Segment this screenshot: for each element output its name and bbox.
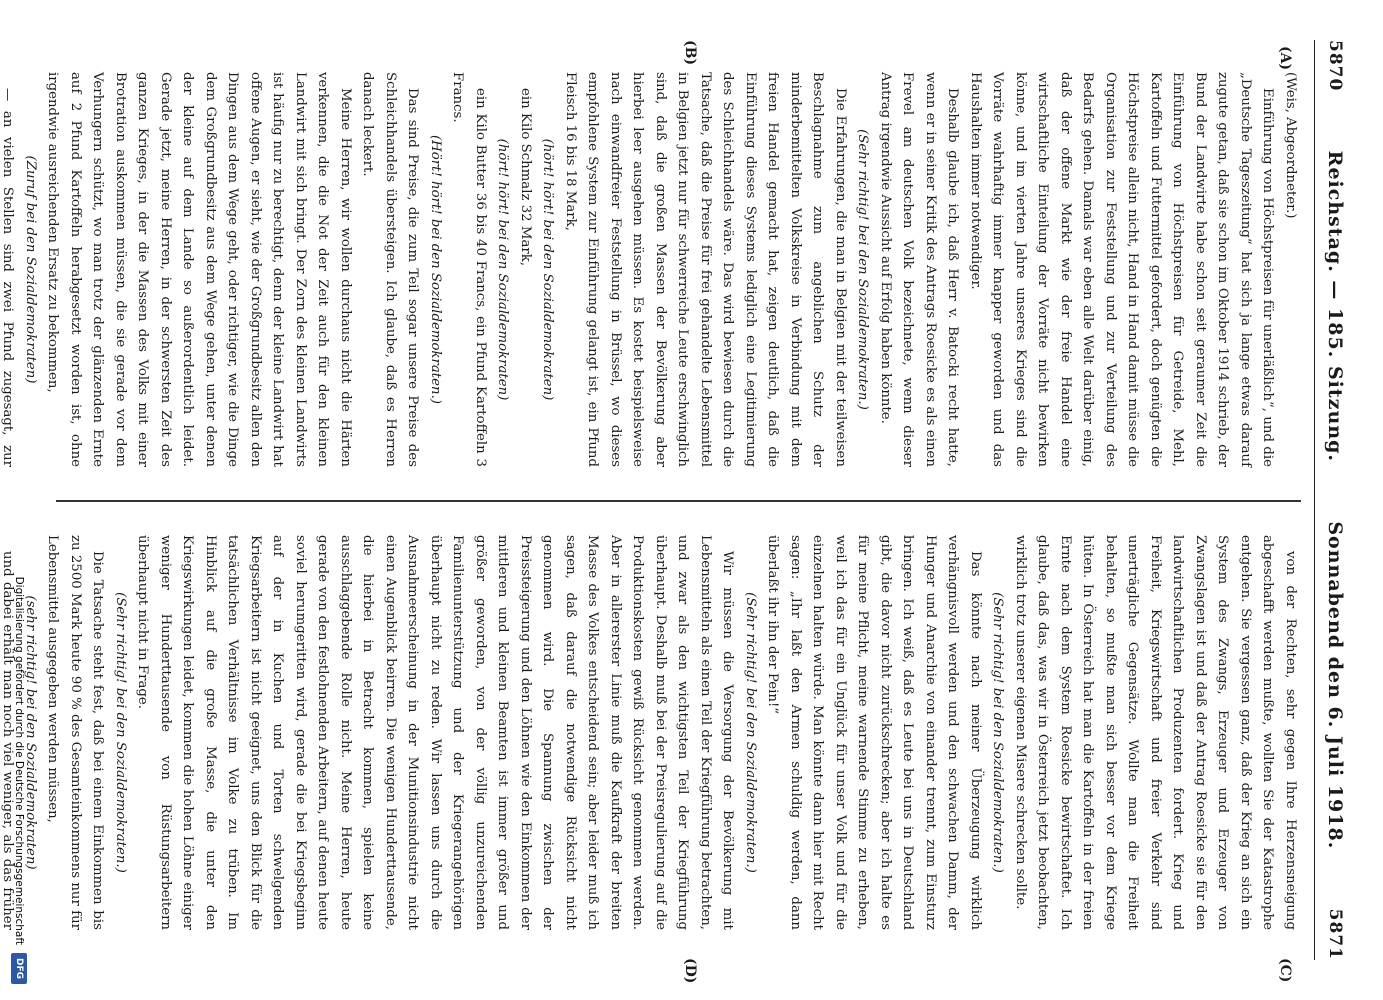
paragraph: Die Erfahrungen, die man in Belgien mit der teilweisen Beschlagnahme zum angeblichen Schutz der minderbemittelten Volkskreise in Verbindung mit dem freien Handel gemacht hat, zeigen deutlich, daß die Einführung dieses Systems lediglich eine Legitimierung des Schleichhandels wäre. Das wird bewiesen durch die Tatsache, daß die Preise für frei gehandelte Lebensmittel in Belgien jetzt nur für schwerreiche Leute erschwinglich sind, daß die großen Massen der Bevölkerung aber hierbei leer ausgehen müssen. Es kostet beispielsweise nach einwandfreier Feststellung in Brüssel, wo dieses empfohlene System zur Einführung gelangt ist, ein Pfund Fleisch 16 bis 18 Mark, — [563, 72, 848, 467]
interjection: (Sehr richtig! bei den Sozialdemokraten.) — [743, 592, 758, 873]
margin-marker-b: (B) — [682, 40, 698, 66]
left-column — [0, 72, 1301, 467]
interjection: (Zuruf bei den Sozialdemokraten) — [23, 155, 38, 384]
paragraph: Meine Herren, wir wollen durchaus nicht die Härten verkennen, die die Not der Zeit auch für den kleinen Landwirt mit sich bringt. Der Zorn des kleinen Landwirts ist häufig nur zu berechtigt, denn der kleine Landwirt hat offene Augen, er sieht, wie der Großgrundbesitz allen den Dingen aus dem Wege geht, oder richtiger, wie die Dinge dem Großgrundbesitz aus dem Wege gehen, unter denen der kleine auf dem Lande so außerordentlich leidet. Gerade jetzt, meine Herren, in der schwersten Zeit des ganzen Krieges, in der die Massen des Volks mit einer Brotration auskommen müssen, die sie gerade vor dem Verhungern schützt, wo man trotz der glänzenden Ernte auf 2 Pfund Kartoffeln herabgesetzt worden ist, ohne irgendwie ausreichenden Ersatz zu bekommen, — [45, 72, 353, 467]
paragraph: Wir müssen die Versorgung der Bevölkerung mit Lebensmitteln als einen Teil der Kriegführung betrachten, und zwar als den wichtigsten Teil der Kriegführung überhaupt. Deshalb muß bei der Preisregulierung auf die Produktionskosten gewiß Rücksicht genommen werden. Aber in allererster Linie muß die Kaufkraft der breiten Masse des Volkes entscheidend sein; aber leider muß ich sagen, daß darauf die notwendige Rücksicht nicht genommen wird. Die Spannung zwischen der Preissteigerung und den Löhnen wie den Einkommen der mittleren und kleinen Beamten ist immer größer und größer geworden, von der völlig unzureichenden Familienunterstützung und der Kriegerangehörigen überhaupt nicht zu reden. Wir lassen uns durch die Ausnahmeerscheinung in der Munitionsindustrie nicht einen Augenblick beirren. Die wenigen Hunderttausende, die hierbei in Betracht kommen, spielen keine ausschlaggebende Rolle nicht. Meine Herren, heute gerade von den festlohnenden Arbeitern, auf denen heute soviel herumgeritten wird, gerade die bei Kriegsbeginn auf der in Kuchen und Torten schwelgenden Kriegsarbeitern ist nicht geeignet, uns den Blick für die tatsächlichen Verhältnisse im Volke zu trüben. Im Hinblick auf die große Masse, die unter den Kriegswirkungen leidet, kommen die hohen Löhne einiger weniger Hunderttausende von Rüstungsarbeitern überhaupt nicht in Frage. — [135, 535, 736, 930]
credit-text: Digitalisierung gefördert durch die Deutsche Forschungsgemeinschaft — [13, 576, 25, 945]
interjection: (Hört! hört! bei den Sozialdemokraten.) — [428, 134, 443, 404]
margin-marker-c: (C) — [1277, 958, 1293, 983]
paragraph: Das sind Preise, die zum Teil sogar unsere Preise des Schleichhandels übersteigen. Ich glaube, daß es Herren danach leckert. — [360, 72, 421, 467]
interjection: (Sehr richtig! bei den Sozialdemokraten.) — [855, 129, 871, 410]
paragraph: von der Rechten, sehr gegen Ihre Herzensneigung abgeschafft werden mußte, wollten Sie der Katastrophe entgehen. Sie vergessen ganz, daß der Krieg an sich ein System des Zwangs, Erzeuger und Erzeuger von Zwangslagen ist und daß der Antrag Roesicke sie für den landwirtschaftlichen Produzenten fordert. Krieg und Freiheit, Kriegswirtschaft und freier Verkehr sind unerträgliche Gegensätze. Wollte man die Freiheit behalten, so mußte man sich besser vor dem Kriege hüten. In Österreich hat man die Kartoffeln in der freien Ernte nach dem System Roesicke bewirtschaftet. Ich glaube, daß das, was wir in Österreich jetzt beobachten, wirklich trotz unserer eigenen Misere schrecken sollte. — [1013, 535, 1298, 930]
paragraph: Die Tatsache steht fest, daß bei einem Einkommen bis zu 2500 Mark heute 90 % des Gesamteinkommens nur für Lebensmittel ausgegeben werden müssen, — [45, 535, 106, 930]
margin-marker-d: (D) — [682, 958, 698, 984]
speaker-label: (Weis, Abgeordneter.) — [1283, 72, 1298, 219]
digitization-credit — [0, 0, 38, 1000]
interjection: (Sehr richtig! bei den Sozialdemokraten.) — [990, 592, 1006, 873]
dfg-logo: DFG — [11, 953, 27, 984]
header-date: Sonnabend den 6. Juli 1918. — [1324, 521, 1346, 850]
paragraph: Einführung von Höchstpreisen für unerläßlich“, und die „Deutsche Tageszeitung“ hat sich ja lange etwas darauf zugute getan, daß sie schon im Oktober 1914 schrieb, der Bund der Landwirte habe schon seit geraumer Zeit die Einführung von Höchstpreisen für Getreide, Mehl, Kartoffeln und Futtermittel gefordert, doch genügten die Höchstpreise allein nicht, Hand in Hand damit müsse die Organisation zur Feststellung und zur Verteilung des Bedarfs gehen. Damals war eben alle Welt darüber einig, daß der offene Markt wie der freie Handel eine wirtschaftliche Einteilung der Vorräte nicht bewirken könne, und im vierten Jahre unseres Krieges sind die Vorräte wahrhaftig immer knapper geworden und das Haushalten immer notwendiger. — [968, 72, 1276, 467]
page-number-left: 5870 — [1325, 40, 1345, 92]
paragraph: und dabei erhält man noch viel weniger, als das früher — [0, 551, 16, 930]
page-header — [1314, 40, 1355, 960]
header-title: Reichstag. — 185. Sitzung. — [1324, 150, 1346, 462]
interjection: (sehr richtig! bei den Sozialdemokraten) — [23, 595, 38, 870]
margin-marker-a: (A) — [1277, 46, 1293, 71]
page-number-right: 5871 — [1325, 908, 1345, 960]
paragraph: — an vielen Stellen sind zwei Pfund zugesagt, zur — [0, 88, 16, 467]
paragraph: ein Kilo Butter 36 bis 40 Francs, ein Pfund Kartoffeln 3 Francs. — [450, 72, 488, 467]
column-divider — [56, 500, 1301, 502]
paragraph: Das könnte nach meiner Überzeugung wirklich verhängnisvoll werden und den schwachen Damm, der Hunger und Anarchie von einander trennt, zum Einsturz bringen. Ich weiß, daß es Leute bei uns in Deutschland gibt, die davor nicht zurückschrecken; aber ich halte es für meine Pflicht, meine warnende Stimme zu erheben, weil ich das für ein Unglück für unser Volk und für die einzelnen halten würde. Man könnte dann hier mit Recht sagen: „Ihr laßt den Armen schuldig werden, dann überlaßt ihr ihn der Pein!“ — [765, 535, 983, 930]
interjection: (hört! hört! bei den Sozialdemokraten) — [540, 138, 556, 401]
interjection: (hört! hört! bei den Sozialdemokraten) — [495, 138, 511, 401]
paragraph: ein Kilo Schmalz 32 Mark, — [518, 88, 533, 267]
interjection: (Sehr richtig! bei den Sozialdemokraten.) — [113, 592, 128, 873]
paragraph: Deshalb glaube ich, daß Herr v. Batocki recht hatte, wenn er in seiner Kritik des Antrags Roesicke es als einen Frevel am deutschen Volk bezeichnete, wenn dieser Antrag irgendwie Aussicht auf Erfolg haben könnte. — [878, 72, 961, 467]
